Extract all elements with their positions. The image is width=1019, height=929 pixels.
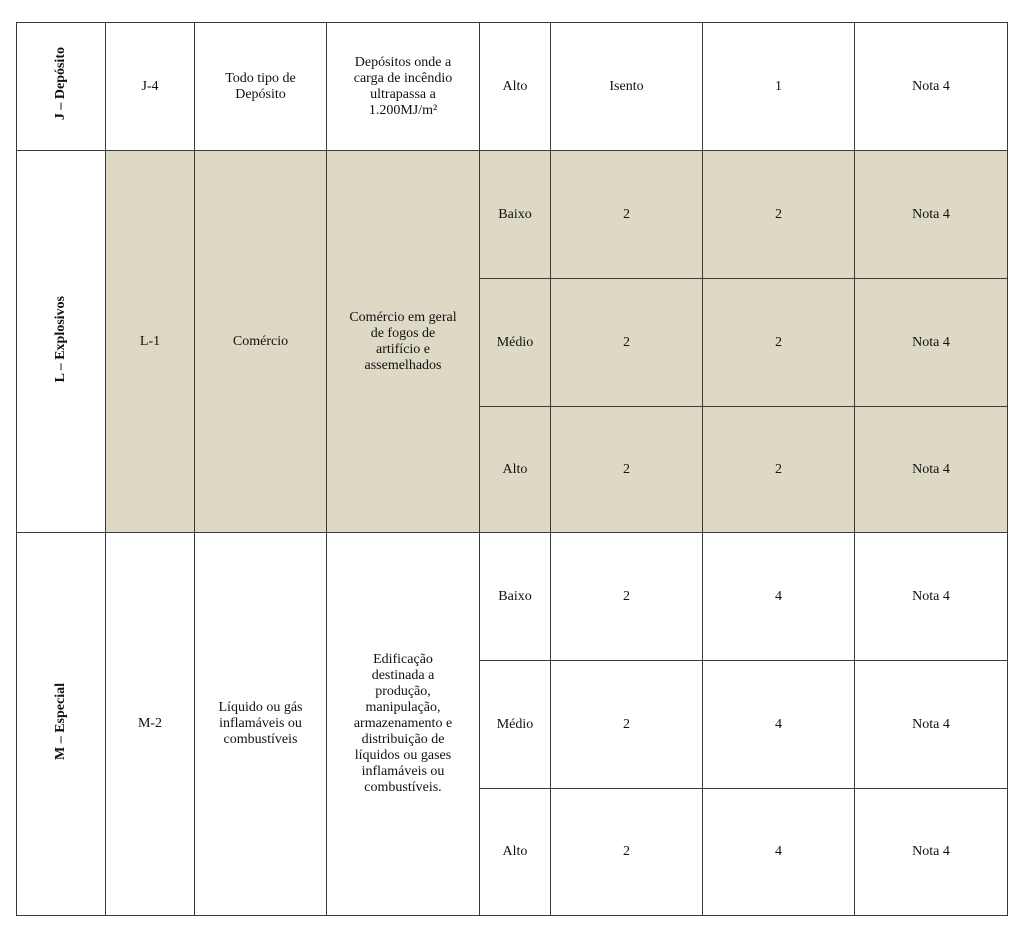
- division-code: M-2: [106, 533, 195, 916]
- table-row: [17, 533, 1008, 661]
- risk-level: Médio: [480, 661, 551, 789]
- value-cell: Isento: [551, 23, 703, 151]
- risk-level: Baixo: [480, 151, 551, 279]
- risk-level: Baixo: [480, 533, 551, 661]
- risk-level: Alto: [480, 23, 551, 151]
- risk-level: Alto: [480, 407, 551, 533]
- value-cell: 2: [703, 407, 855, 533]
- division-description: Depósitos onde a carga de incêndio ultrapassa a 1.200MJ/m²: [327, 23, 480, 151]
- group-label: J – Depósito: [53, 47, 68, 121]
- value-cell: 4: [703, 789, 855, 916]
- group-label-cell: [17, 533, 106, 916]
- note-cell: Nota 4: [855, 151, 1008, 279]
- value-cell: 2: [551, 789, 703, 916]
- note-cell: Nota 4: [855, 23, 1008, 151]
- value-cell: 2: [703, 279, 855, 407]
- group-label: L – Explosivos: [53, 295, 68, 383]
- note-cell: Nota 4: [855, 279, 1008, 407]
- note-cell: Nota 4: [855, 789, 1008, 916]
- value-cell: 2: [551, 279, 703, 407]
- division-code: L-1: [106, 151, 195, 533]
- value-cell: 4: [703, 661, 855, 789]
- table-row: [17, 151, 1008, 279]
- group-label-cell: [17, 23, 106, 151]
- division-code: J-4: [106, 23, 195, 151]
- occupancy-table: [16, 22, 1008, 916]
- group-label-cell: [17, 151, 106, 533]
- division-description: Edificação destinada a produção, manipulação, armazenamento e distribuição de líquidos ou gases inflamáveis ou combustíveis.: [327, 533, 480, 916]
- division-type: Comércio: [195, 151, 327, 533]
- note-cell: Nota 4: [855, 407, 1008, 533]
- value-cell: 2: [703, 151, 855, 279]
- division-description: Comércio em geral de fogos de artifício e assemelhados: [327, 151, 480, 533]
- division-type: Líquido ou gás inflamáveis ou combustíveis: [195, 533, 327, 916]
- note-cell: Nota 4: [855, 533, 1008, 661]
- group-label: M – Especial: [53, 683, 68, 760]
- note-cell: Nota 4: [855, 661, 1008, 789]
- risk-level: Médio: [480, 279, 551, 407]
- value-cell: 2: [551, 533, 703, 661]
- value-cell: 1: [703, 23, 855, 151]
- division-type: Todo tipo de Depósito: [195, 23, 327, 151]
- risk-level: Alto: [480, 789, 551, 916]
- value-cell: 2: [551, 661, 703, 789]
- value-cell: 4: [703, 533, 855, 661]
- table-row: [17, 23, 1008, 151]
- value-cell: 2: [551, 407, 703, 533]
- value-cell: 2: [551, 151, 703, 279]
